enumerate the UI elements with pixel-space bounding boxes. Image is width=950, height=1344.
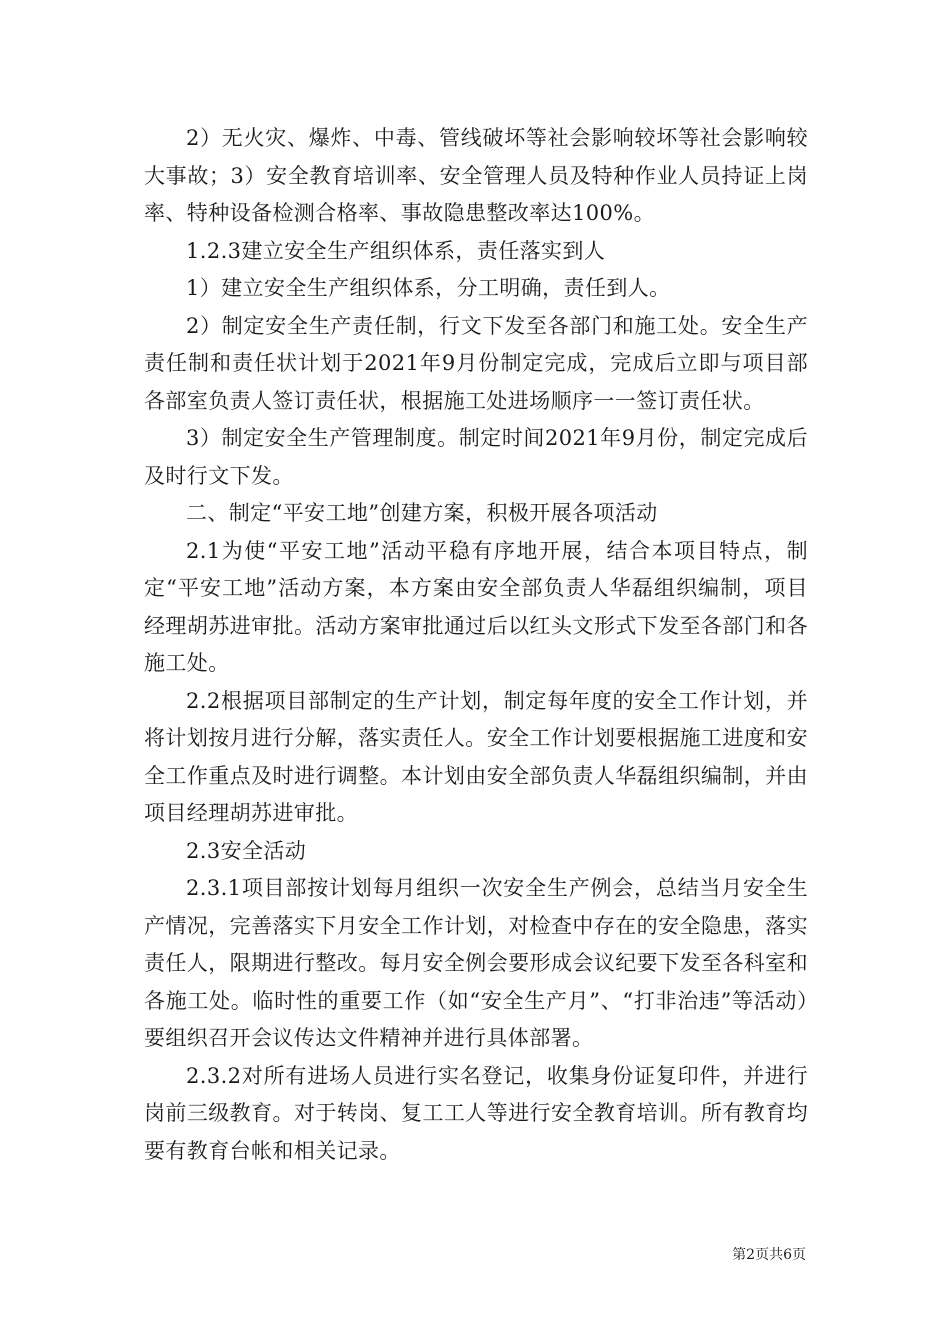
paragraph-2-1: 2.1为使“平安工地”活动平稳有序地开展，结合本项目特点，制定“平安工地”活动方案，本方案由安全部负责人华磊组织编制，项目经理胡苏进审批。活动方案审批通过后以红头文形式下发至各部门和各施工处。 [144, 538, 808, 675]
paragraph-2-3-1: 2.3.1项目部按计划每月组织一次安全生产例会，总结当月安全生产情况，完善落实下月安全工作计划，对检查中存在的安全隐患，落实责任人，限期进行整改。每月安全例会要形成会议纪要下发至各科室和各施工处。临时性的重要工作（如“安全生产月”、“打非治违”等活动）要组织召开会议传达文件精神并进行具体部署。 [144, 876, 808, 1050]
paragraph-responsibility-system: 2）制定安全生产责任制，行文下发至各部门和施工处。安全生产责任制和责任状计划于2021年9月份制定完成，完成后立即与项目部各部室负责人签订责任状，根据施工处进场顺序一一签订责任状。 [144, 313, 808, 413]
paragraph-2-3-2: 2.3.2对所有进场人员进行实名登记，收集身份证复印件，并进行岗前三级教育。对于转岗、复工工人等进行安全教育培训。所有教育均要有教育台帐和相关记录。 [144, 1063, 808, 1163]
paragraph-organization-system: 1）建立安全生产组织体系，分工明确，责任到人。 [186, 276, 671, 300]
section-heading-2-3: 2.3安全活动 [186, 838, 307, 863]
page-number-footer: 第2页共6页 [732, 1247, 806, 1263]
section-heading-2: 二、制定“平安工地”创建方案，积极开展各项活动 [186, 501, 658, 525]
paragraph-goals-continued: 2）无火灾、爆炸、中毒、管线破坏等社会影响较坏等社会影响较大事故；3）安全教育培训率、安全管理人员及特种作业人员持证上岗率、特种设备检测合格率、事故隐患整改率达100%。 [144, 126, 808, 225]
paragraph-management-rules: 3）制定安全生产管理制度。制定时间2021年9月份，制定完成后及时行文下发。 [144, 426, 808, 488]
section-heading-1-2-3: 1.2.3建立安全生产组织体系，责任落实到人 [186, 238, 606, 263]
paragraph-2-2: 2.2根据项目部制定的生产计划，制定每年度的安全工作计划，并将计划按月进行分解，落实责任人。安全工作计划要根据施工进度和安全工作重点及时进行调整。本计划由安全部负责人华磊组织编制，并由项目经理胡苏进审批。 [144, 688, 808, 825]
document-body [144, 120, 808, 1170]
